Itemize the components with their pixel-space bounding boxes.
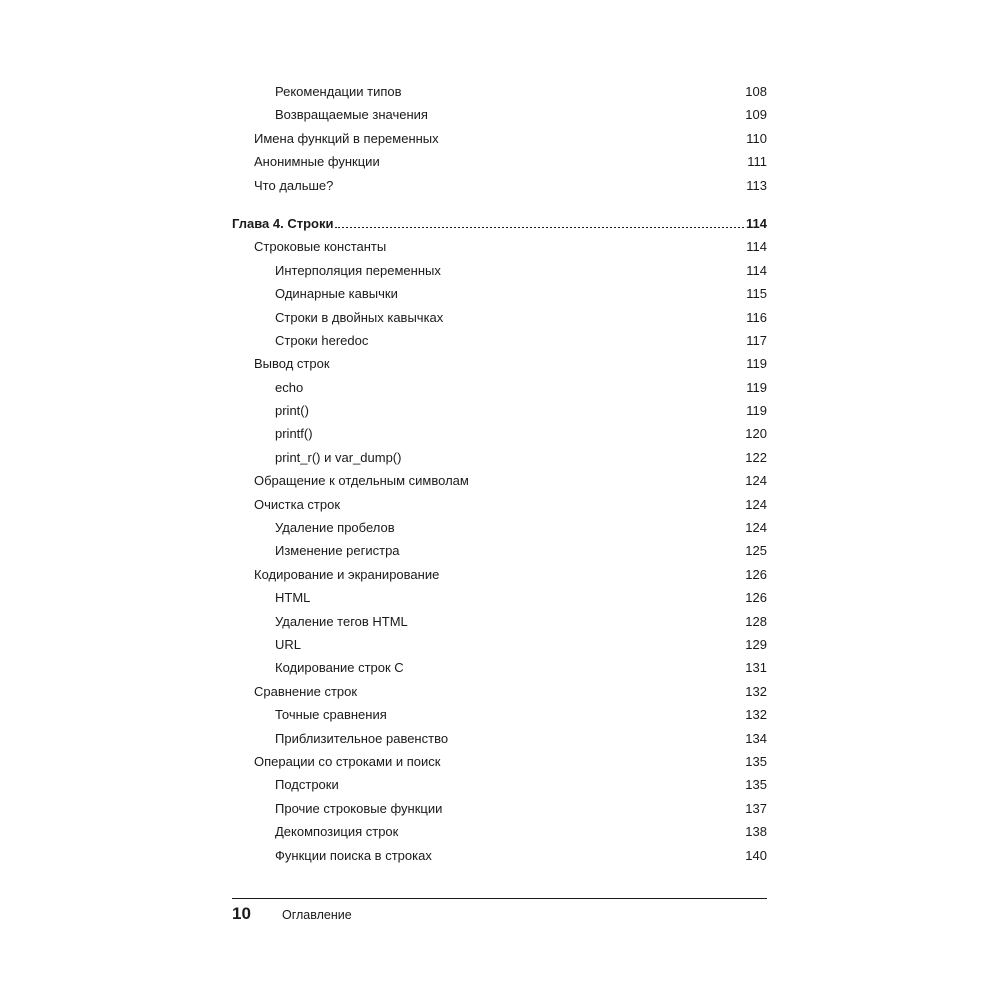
toc-entry xyxy=(232,656,767,679)
toc-entry-page: 110 xyxy=(746,130,767,146)
toc-entry xyxy=(232,516,767,539)
toc-dot-leader xyxy=(335,227,744,228)
toc-dot-leader xyxy=(445,321,744,322)
toc-entry-page: 114 xyxy=(746,215,767,231)
toc-entry xyxy=(232,174,767,197)
table-of-contents xyxy=(232,80,767,867)
toc-dot-leader xyxy=(450,742,743,743)
toc-entry xyxy=(232,773,767,796)
toc-entry-page: 129 xyxy=(745,636,767,652)
toc-dot-leader xyxy=(305,391,744,392)
toc-entry xyxy=(232,586,767,609)
toc-entry-page: 116 xyxy=(746,309,767,325)
toc-dot-leader xyxy=(382,165,746,166)
toc-entry-title: Одинарные кавычки xyxy=(275,286,398,302)
toc-entry-page: 126 xyxy=(745,566,767,582)
toc-entry-title: Строки heredoc xyxy=(275,332,369,348)
toc-entry xyxy=(232,539,767,562)
toc-entry-page: 138 xyxy=(745,824,767,840)
toc-entry xyxy=(232,610,767,633)
toc-entry-title: Подстроки xyxy=(275,777,339,793)
toc-entry xyxy=(232,469,767,492)
toc-entry-title: Имена функций в переменных xyxy=(254,130,439,146)
toc-entry xyxy=(232,422,767,445)
toc-dot-leader xyxy=(388,250,744,251)
toc-dot-leader xyxy=(400,835,743,836)
toc-entry-title: Рекомендации типов xyxy=(275,84,402,99)
toc-entry-page: 126 xyxy=(745,590,767,606)
toc-entry-page: 134 xyxy=(745,730,767,746)
toc-entry-title: echo xyxy=(275,379,304,395)
toc-entry-page: 132 xyxy=(745,707,767,723)
toc-entry xyxy=(232,329,767,352)
toc-entry xyxy=(232,680,767,703)
toc-entry-title: Что дальше? xyxy=(254,177,334,193)
toc-dot-leader xyxy=(410,625,744,626)
toc-entry-page: 131 xyxy=(745,660,767,676)
toc-entry xyxy=(232,235,767,258)
toc-entry xyxy=(232,750,767,773)
toc-entry xyxy=(232,446,767,469)
toc-entry-title: Функции поиска в строках xyxy=(275,847,432,863)
toc-dot-leader xyxy=(397,531,744,532)
toc-entry-title: Кодирование и экранирование xyxy=(254,566,440,582)
toc-entry-title: Вывод строк xyxy=(254,356,330,372)
toc-dot-leader xyxy=(342,508,743,509)
toc-entry-title: Декомпозиция строк xyxy=(275,824,399,840)
toc-dot-leader xyxy=(403,461,743,462)
toc-dot-leader xyxy=(400,297,744,298)
toc-entry xyxy=(232,703,767,726)
toc-entry-title: Удаление тегов HTML xyxy=(275,613,408,629)
toc-dot-leader xyxy=(303,648,743,649)
toc-entry-title: print_r() и var_dump() xyxy=(275,449,402,465)
toc-entry xyxy=(232,352,767,375)
toc-dot-leader xyxy=(332,367,745,368)
toc-entry xyxy=(232,127,767,150)
toc-entry-title: printf() xyxy=(275,426,313,442)
toc-entry-title: Удаление пробелов xyxy=(275,520,395,536)
toc-entry-page: 117 xyxy=(746,332,767,348)
toc-entry-page: 120 xyxy=(745,426,767,442)
toc-chapter-entry xyxy=(232,212,767,235)
toc-entry xyxy=(232,844,767,867)
toc-entry-page: 113 xyxy=(746,177,767,193)
toc-entry-title: Интерполяция переменных xyxy=(275,262,441,278)
toc-dot-leader xyxy=(312,601,743,602)
toc-entry-page: 135 xyxy=(745,777,767,793)
footer-rule xyxy=(232,898,767,899)
toc-entry xyxy=(232,727,767,750)
toc-entry xyxy=(232,633,767,656)
toc-entry-page: 125 xyxy=(745,543,767,559)
toc-entry xyxy=(232,399,767,422)
toc-entry-page: 109 xyxy=(745,107,767,123)
toc-entry xyxy=(232,306,767,329)
toc-entry xyxy=(232,820,767,843)
toc-entry xyxy=(232,797,767,820)
toc-dot-leader xyxy=(359,695,743,696)
toc-entry xyxy=(232,80,767,103)
toc-entry-title: Строки в двойных кавычках xyxy=(275,309,444,325)
toc-entry-title: Операции со строками и поиск xyxy=(254,753,441,769)
toc-entry-title: Приблизительное равенство xyxy=(275,730,449,746)
toc-entry-page: 124 xyxy=(745,473,767,489)
toc-entry-title: HTML xyxy=(275,590,311,606)
toc-entry-page: 140 xyxy=(745,847,767,863)
toc-entry-title: Сравнение строк xyxy=(254,683,358,699)
toc-dot-leader xyxy=(335,189,744,190)
toc-entry-page: 115 xyxy=(746,286,767,302)
toc-dot-leader xyxy=(404,95,744,96)
toc-entry xyxy=(232,282,767,305)
toc-dot-leader xyxy=(441,578,743,579)
page-footer xyxy=(232,904,767,924)
toc-entry xyxy=(232,259,767,282)
toc-entry-title: print() xyxy=(275,403,309,419)
toc-dot-leader xyxy=(389,718,744,719)
toc-entry xyxy=(232,150,767,173)
toc-entry xyxy=(232,103,767,126)
toc-dot-leader xyxy=(441,142,745,143)
toc-entry xyxy=(232,376,767,399)
toc-dot-leader xyxy=(471,484,743,485)
toc-entry-title: Возвращаемые значения xyxy=(275,107,428,123)
toc-entry xyxy=(232,493,767,516)
toc-entry-title: Обращение к отдельным символам xyxy=(254,473,469,489)
toc-dot-leader xyxy=(341,788,744,789)
toc-entry-page: 114 xyxy=(746,239,767,255)
toc-dot-leader xyxy=(434,859,743,860)
toc-entry-title: Прочие строковые функции xyxy=(275,800,443,816)
page-number: 10 xyxy=(232,904,251,923)
toc-entry-page: 124 xyxy=(745,520,767,536)
toc-entry-title: Кодирование строк C xyxy=(275,660,404,676)
toc-dot-leader xyxy=(444,812,743,813)
toc-entry-title: Точные сравнения xyxy=(275,707,387,723)
toc-entry xyxy=(232,563,767,586)
running-title: Оглавление xyxy=(282,908,352,922)
toc-dot-leader xyxy=(443,274,744,275)
toc-dot-leader xyxy=(430,118,743,119)
toc-dot-leader xyxy=(406,671,744,672)
toc-entry-title: Анонимные функции xyxy=(254,154,380,170)
toc-entry-page: 135 xyxy=(745,753,767,769)
toc-dot-leader xyxy=(315,437,744,438)
toc-dot-leader xyxy=(311,414,744,415)
toc-entry-page: 128 xyxy=(745,613,767,629)
toc-entry-title: Изменение регистра xyxy=(275,543,400,559)
toc-entry-page: 124 xyxy=(745,496,767,512)
toc-entry-page: 119 xyxy=(746,356,767,372)
toc-entry-page: 122 xyxy=(745,449,767,465)
toc-entry-page: 119 xyxy=(746,379,767,395)
toc-entry-page: 132 xyxy=(745,683,767,699)
toc-entry-page: 114 xyxy=(746,262,767,278)
toc-entry-page: 137 xyxy=(745,800,767,816)
toc-dot-leader xyxy=(442,765,743,766)
toc-entry-page: 119 xyxy=(746,403,767,419)
toc-dot-leader xyxy=(370,344,744,345)
toc-dot-leader xyxy=(402,554,744,555)
toc-entry-title: Очистка строк xyxy=(254,496,341,512)
toc-entry-title: URL xyxy=(275,636,302,652)
toc-entry-title: Глава 4. Строки xyxy=(232,215,334,231)
toc-entry-page: 111 xyxy=(747,154,767,170)
toc-entry-title: Строковые константы xyxy=(254,239,387,255)
toc-entry-page: 108 xyxy=(745,84,767,99)
